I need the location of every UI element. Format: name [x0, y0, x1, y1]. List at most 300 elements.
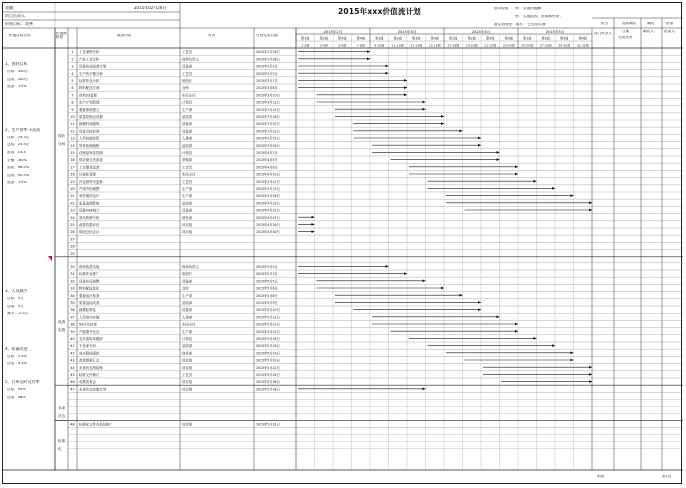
schedule-arrowhead: [589, 366, 592, 369]
task-date: 2015年4月20日: [256, 201, 280, 206]
task-number: 6: [71, 86, 74, 91]
schedule-arrowhead: [460, 294, 463, 297]
week-date-label: 27-28周: [539, 43, 552, 48]
task-date: 2015年5月9日: [256, 301, 278, 305]
task-owner: 现场负责人: [182, 57, 199, 62]
task-text: 看板系统建立: [79, 107, 100, 112]
col-goal-header: 价值目标分类: [9, 34, 31, 37]
task-date: 2015年5月31日: [256, 422, 280, 427]
week-date-label: 17-18周: [447, 43, 460, 48]
task-text: 阶段总结会议: [79, 230, 100, 235]
task-number: 41: [70, 344, 75, 349]
task-text: 未来状态实施计划: [79, 387, 107, 392]
task-number: 20: [70, 187, 75, 191]
schedule-arrowhead: [441, 122, 444, 125]
schedule-arrowhead: [589, 380, 592, 383]
schedule-arrowhead: [460, 129, 463, 132]
phase-label-1: 现状分析: [58, 134, 66, 146]
week-label: 第1周: [523, 36, 532, 41]
goal-line: 达成：9.5%: [7, 362, 27, 366]
legend-line-2: 例：'实施改善，需要哪些项'；: [515, 15, 564, 18]
task-owner: 现场负责人: [182, 265, 199, 269]
schedule-arrowhead: [423, 279, 426, 282]
task-text: 工位器具改善: [79, 165, 100, 170]
task-number: 30: [70, 265, 75, 269]
goal-title: 5、订单及时交付率: [5, 380, 40, 384]
task-date: 2015年2月28日: [256, 50, 280, 55]
goal-line: 品质：96.5%: [7, 166, 30, 170]
task-owner: 车间主任: [182, 172, 196, 177]
task-date: 2015年3月20日: [256, 122, 280, 127]
task-owner: 设备部: [182, 64, 193, 69]
signoff-sub-2: 确认人：: [643, 30, 658, 33]
task-owner: 生产部: [182, 329, 193, 334]
task-text: 换模标准化: [79, 308, 96, 313]
task-number: 11: [70, 122, 75, 127]
task-owner: 计划员: [182, 337, 193, 341]
task-owner: 财务部: [182, 215, 193, 220]
phase-label-3: 未来状态: [58, 406, 66, 418]
task-date: 2015年5月6日: [256, 286, 278, 291]
week-date-label: 5-6周: [338, 43, 347, 48]
task-date: 2015年4月30日: [256, 230, 280, 235]
task-number: 12: [70, 129, 75, 134]
schedule-arrowhead: [589, 201, 592, 204]
task-number: 31: [70, 272, 75, 277]
task-date: 2015年5月19日: [256, 351, 280, 356]
task-number: 26: [70, 230, 75, 235]
task-owner: 项目组: [182, 223, 193, 227]
task-text: 看板运行检查: [79, 293, 100, 298]
sheet-left-title: 表题：: [5, 6, 17, 10]
month-label: 2015年5月: [545, 30, 565, 34]
task-owner: 项目组: [182, 230, 193, 235]
schedule-arrowhead: [552, 344, 555, 347]
task-owner: 品质部: [182, 143, 193, 148]
schedule-arrowhead: [367, 57, 370, 60]
schedule-arrowhead: [441, 115, 444, 118]
schedule-arrowhead: [515, 173, 518, 176]
task-owner: 项目组: [182, 422, 193, 427]
task-number: 46: [70, 380, 75, 385]
col-note1-header: 部门负责人: [594, 32, 612, 35]
schedule-arrowhead: [404, 86, 407, 89]
task-number: 17: [70, 165, 75, 170]
task-date: 2015年5月13日: [256, 322, 280, 327]
task-text: 未来状态图绘制: [79, 365, 103, 370]
schedule-arrowhead: [552, 187, 555, 190]
schedule-arrowhead: [423, 108, 426, 111]
task-number: 14: [70, 143, 75, 148]
task-date: 2015年3月10日: [256, 93, 280, 98]
task-date: 2015年4月18日: [256, 194, 280, 199]
goal-line: 改善：14.5: [7, 151, 26, 154]
task-text: 单件流试运行: [79, 194, 100, 199]
task-text: 交付准时率跟踪: [79, 337, 103, 341]
owner-label: 项目负责人：: [5, 14, 29, 18]
task-number: 7: [71, 93, 74, 98]
month-label: 2015年4月: [471, 30, 491, 34]
task-owner: 工艺员: [182, 373, 193, 377]
task-number: 25: [70, 223, 75, 227]
task-date: 2015年4月2日: [256, 151, 278, 155]
task-owner: 生产部: [182, 107, 193, 112]
task-date: 2015年4月25日: [256, 215, 280, 220]
schedule-arrowhead: [404, 272, 407, 275]
task-owner: 工艺员: [182, 50, 193, 55]
task-owner: 设备部: [182, 208, 193, 213]
goal-line: 平衡：-80%: [7, 158, 28, 162]
schedule-arrowhead: [312, 230, 315, 233]
task-number: 39: [70, 329, 75, 334]
task-date: 2015年5月26日: [256, 380, 280, 385]
task-text: 产线节拍调整: [79, 187, 100, 191]
task-text: 5S评比检查: [79, 322, 97, 327]
task-number: 43: [70, 358, 75, 363]
task-text: 产能提升验证: [79, 329, 100, 334]
task-text: 生产计划管理: [79, 100, 100, 105]
signoff-col-3: 确认: [647, 22, 655, 25]
goal-title: 4、质量改进: [5, 346, 28, 351]
task-number: 13: [70, 136, 75, 141]
goal-line: 改善：+5%: [7, 181, 27, 185]
week-label: 第2周: [467, 36, 476, 41]
task-text: 标准作业分析: [79, 79, 100, 83]
schedule-arrowhead: [441, 287, 444, 290]
task-text: 工艺流程分析: [79, 50, 100, 55]
legend-line-3: 备注明细是：填写：'已完成实施': [494, 23, 547, 26]
goal-label: 价值目标：改善: [5, 22, 33, 26]
week-date-label: 31-32周: [576, 43, 589, 48]
schedule-arrowhead: [386, 265, 389, 268]
task-date: 2015年5月10日: [256, 308, 280, 313]
week-date-label: 21-22周: [484, 43, 497, 48]
task-owner: 车间主任: [182, 93, 196, 98]
task-text: 成本核算分析: [79, 215, 100, 220]
task-owner: 品质部: [182, 201, 193, 206]
task-owner: 采购部: [182, 158, 193, 163]
schedule-arrowhead: [312, 216, 315, 219]
goal-title: 2、生产效率 +品质: [5, 127, 41, 132]
week-label: 第4周: [578, 36, 587, 41]
phase-label-2: 改善实施: [58, 320, 66, 332]
task-text: 人员培训实施: [79, 315, 100, 320]
task-text: 改善提案汇总: [79, 358, 100, 363]
task-date: 2015年4月5日: [256, 158, 278, 163]
goal-line: 达成：25.5元: [7, 143, 30, 147]
col-phase-header: 价值流阶段: [56, 32, 67, 39]
task-number: 16: [70, 158, 75, 163]
task-text: 质量追溯系统: [79, 201, 100, 206]
task-owner: 财务部: [182, 351, 193, 356]
task-date: 2015年5月2日: [256, 265, 278, 269]
task-date: 2015年4月28日: [256, 223, 280, 227]
schedule-arrowhead: [515, 323, 518, 326]
task-text: 供应商交货改善: [79, 158, 103, 163]
week-label: 第3周: [338, 36, 347, 41]
schedule-arrowhead: [571, 351, 574, 354]
task-text: 换模时间缩短: [79, 122, 100, 127]
signoff-col-1: 担当: [601, 22, 609, 25]
schedule-arrowhead: [404, 93, 407, 96]
task-owner: 生产部: [182, 187, 193, 191]
legend-label: 图示说明: [494, 7, 509, 10]
task-text: 标准化文件归档及推广: [79, 422, 113, 427]
task-number: 21: [70, 194, 75, 199]
week-date-label: 23-24周: [502, 43, 515, 48]
schedule-arrowhead: [497, 151, 500, 154]
week-date-label: 19-20周: [465, 43, 478, 48]
goal-line: 达成：98%: [7, 395, 26, 399]
task-date: 2015年4月22日: [256, 208, 280, 213]
task-text: 标准文件修订: [79, 373, 100, 377]
week-label: 第3周: [412, 36, 421, 41]
task-date: 2015年3月5日: [256, 71, 278, 76]
task-owner: 设备部: [182, 308, 193, 313]
task-date: 2015年5月24日: [256, 373, 280, 377]
week-date-label: 13-14周: [410, 43, 423, 48]
goal-line: 改善：+5%: [7, 85, 27, 89]
schedule-arrowhead: [589, 373, 592, 376]
task-date: 2015年4月15日: [256, 187, 280, 191]
task-number: 44: [70, 365, 75, 370]
task-number: 5: [71, 79, 74, 83]
task-owner: 计划员: [182, 151, 193, 155]
task-number: 40: [70, 337, 75, 341]
week-label: 第2周: [393, 36, 402, 41]
task-number: 1: [71, 50, 74, 55]
week-label: 第4周: [504, 36, 513, 41]
task-number: 47: [70, 387, 75, 392]
task-owner: 班组长: [182, 272, 193, 277]
footer-made-by: 制表：: [597, 475, 608, 478]
week-date-label: 25-26周: [521, 43, 534, 48]
schedule-arrowhead: [497, 315, 500, 318]
task-text: 成果发布会: [79, 380, 96, 385]
month-label: 2015年2月: [323, 30, 343, 34]
task-owner: 项目组: [182, 365, 193, 370]
signoff-sub-1: 日期: [622, 30, 630, 33]
task-number: 2: [71, 57, 74, 62]
task-date: 2015年5月28日: [256, 387, 280, 392]
task-date: 2015年3月18日: [256, 115, 280, 119]
task-number: 48: [70, 422, 75, 427]
month-label: 2015年3月: [397, 30, 417, 34]
task-date: 2015年5月15日: [256, 329, 280, 334]
week-label: 第2周: [319, 36, 328, 41]
schedule-arrowhead: [478, 137, 481, 140]
week-label: 第4周: [356, 36, 365, 41]
week-label: 第1周: [375, 36, 384, 41]
goal-line: 目标：95%: [7, 388, 26, 391]
week-date-label: 7-8周: [356, 43, 365, 48]
task-date: 2015年3月28日: [256, 143, 280, 148]
schedule-arrowhead: [478, 308, 481, 311]
task-text: 改善效果评估: [79, 223, 100, 227]
task-number: 36: [70, 308, 75, 313]
task-owner: 设备部: [182, 122, 193, 127]
goal-line: 目标：25.3元: [7, 135, 30, 139]
signoff-col-4: 批准: [666, 22, 674, 25]
schedule-arrowhead: [515, 165, 518, 168]
signoff-sub-3: 批准人：: [664, 30, 679, 33]
schedule-arrowhead: [589, 209, 592, 212]
task-text: 设备OEE统计: [79, 208, 100, 213]
schedule-arrowhead: [423, 101, 426, 104]
schedule-arrowhead: [478, 301, 481, 304]
week-label: 第1周: [449, 36, 458, 41]
schedule-arrowhead: [423, 387, 426, 390]
week-date-label: 29-30周: [558, 43, 571, 48]
week-label: 第3周: [560, 36, 569, 41]
schedule-arrowhead: [386, 65, 389, 68]
task-owner: 设备部: [182, 129, 193, 134]
task-owner: 工艺员: [182, 165, 193, 170]
task-number: 15: [70, 151, 75, 155]
task-number: 34: [70, 293, 75, 298]
task-number: 8: [71, 100, 74, 105]
task-date: 2015年3月15日: [256, 107, 280, 112]
task-text: 不良率分析: [79, 344, 96, 349]
task-date: 2015年5月22日: [256, 365, 280, 370]
task-number: 18: [70, 172, 75, 177]
task-number: 24: [70, 215, 75, 220]
task-text: 生产线平衡分析: [79, 71, 103, 76]
task-owner: 仓库: [182, 86, 189, 91]
task-number: 35: [70, 301, 75, 305]
task-date: 2015年5月3日: [256, 272, 278, 277]
week-label: 第1周: [301, 36, 310, 41]
schedule-arrowhead: [367, 50, 370, 53]
task-number: 29: [70, 251, 75, 256]
week-date-label: 3-4周: [319, 43, 328, 48]
task-number: 28: [70, 244, 75, 249]
task-date: 2015年5月5日: [256, 279, 278, 284]
schedule-arrowhead: [478, 144, 481, 147]
task-text: 质量控制点设置: [79, 115, 103, 119]
task-date: 2015年2月28日: [256, 57, 280, 62]
goal-line: 达成：90.5%: [7, 173, 30, 177]
task-text: 作业指导书更新: [79, 179, 103, 184]
goal-title: 1、创利目标: [5, 62, 28, 66]
goal-line: 目标：2.5%: [7, 354, 27, 358]
schedule-arrowhead: [497, 158, 500, 161]
task-number: 42: [70, 351, 75, 356]
task-text: 设备布局改善方案: [79, 64, 107, 69]
task-text: 现场改善实施: [79, 265, 100, 269]
task-text: 现场5S管理: [79, 93, 97, 98]
task-owner: 计划员: [182, 100, 193, 105]
task-date: 2015年5月8日: [256, 293, 278, 298]
task-text: 异常处理流程: [79, 143, 100, 148]
schedule-arrowhead: [534, 337, 537, 340]
week-label: 第3周: [486, 36, 495, 41]
task-number: 9: [71, 107, 74, 112]
task-date: 2015年3月22日: [256, 129, 280, 134]
task-owner: 品质部: [182, 115, 193, 119]
task-number: 27: [70, 237, 75, 242]
task-text: 在制品库存控制: [79, 151, 103, 155]
task-text: 物料配送优化: [79, 286, 100, 291]
goal-title: 3、人员减少: [5, 289, 28, 293]
task-owner: 品质部: [182, 344, 193, 349]
schedule-arrowhead: [571, 359, 574, 362]
goal-line: 达成：5人: [7, 304, 24, 308]
task-text: 标准作业推广: [79, 272, 100, 277]
task-owner: 工艺员: [182, 71, 193, 76]
task-owner: 车间主任: [182, 322, 196, 327]
task-number: 19: [70, 179, 75, 184]
task-date: 2015年5月16日: [256, 337, 280, 341]
task-number: 23: [70, 208, 75, 213]
sheet-date: 2015年02月26日: [134, 6, 167, 10]
schedule-arrowhead: [312, 223, 315, 226]
task-number: 38: [70, 322, 75, 327]
task-number: 37: [70, 315, 75, 320]
task-owner: 人事部: [182, 315, 193, 320]
task-date: 2015年4月10日: [256, 172, 280, 177]
task-date: 2015年4月12日: [256, 179, 280, 184]
goal-line: 减少：-2.5人: [7, 312, 29, 316]
col-date-header: 计划完成日期: [256, 34, 278, 37]
task-text: 质量巡检改善: [79, 301, 100, 305]
task-number: 33: [70, 286, 75, 291]
task-text: 物料配送方案: [79, 86, 100, 91]
signoff-col-2: 品质确认: [622, 22, 637, 25]
task-text: 设备点检标准: [79, 129, 100, 134]
page-title: 2015年xxx价值流计划: [338, 7, 421, 16]
task-number: 22: [70, 201, 75, 206]
week-date-label: 11-12周: [391, 43, 404, 48]
week-date-label: 2-3周: [301, 43, 310, 48]
goal-line: 目标：300万: [7, 70, 29, 73]
task-date: 2015年3月7日: [256, 79, 278, 83]
week-label: 第2周: [541, 36, 550, 41]
phase-label-4: 标准化: [58, 439, 66, 451]
task-number: 3: [71, 64, 74, 69]
col-task-header: 改善内容: [117, 34, 132, 37]
task-owner: 仓库: [182, 286, 189, 291]
task-text: 人员技能矩阵: [79, 136, 100, 141]
task-date: 2015年5月12日: [256, 315, 280, 320]
legend-line-1: 例：'实施问题解': [515, 7, 543, 10]
task-owner: 项目组: [182, 387, 193, 392]
task-owner: 项目组: [182, 380, 193, 385]
task-number: 10: [70, 115, 75, 119]
week-date-label: 15-16周: [428, 43, 441, 48]
schedule-arrowhead: [386, 72, 389, 75]
task-text: 设备布局调整: [79, 279, 100, 284]
task-owner: 班组长: [182, 79, 193, 83]
task-owner: 设备部: [182, 279, 193, 284]
goal-line: 达成：300万: [7, 77, 29, 81]
schedule-arrowhead: [571, 194, 574, 197]
task-owner: 人事部: [182, 136, 193, 141]
schedule-arrowhead: [534, 180, 537, 183]
task-owner: 项目组: [182, 358, 193, 363]
task-date: 2015年3月2日: [256, 64, 278, 69]
schedule-arrowhead: [404, 79, 407, 82]
task-date: 2015年3月25日: [256, 136, 280, 141]
task-date: 2015年4月8日: [256, 165, 278, 170]
col-note2-header: 完成状况: [618, 36, 633, 39]
task-owner: 品质部: [182, 301, 193, 305]
col-owner-header: 负责: [208, 34, 216, 37]
week-date-label: 9-10周: [374, 43, 385, 48]
task-date: 2015年3月8日: [256, 86, 278, 91]
task-text: 成本降低跟踪: [79, 351, 100, 356]
task-date: 2015年5月20日: [256, 358, 280, 363]
